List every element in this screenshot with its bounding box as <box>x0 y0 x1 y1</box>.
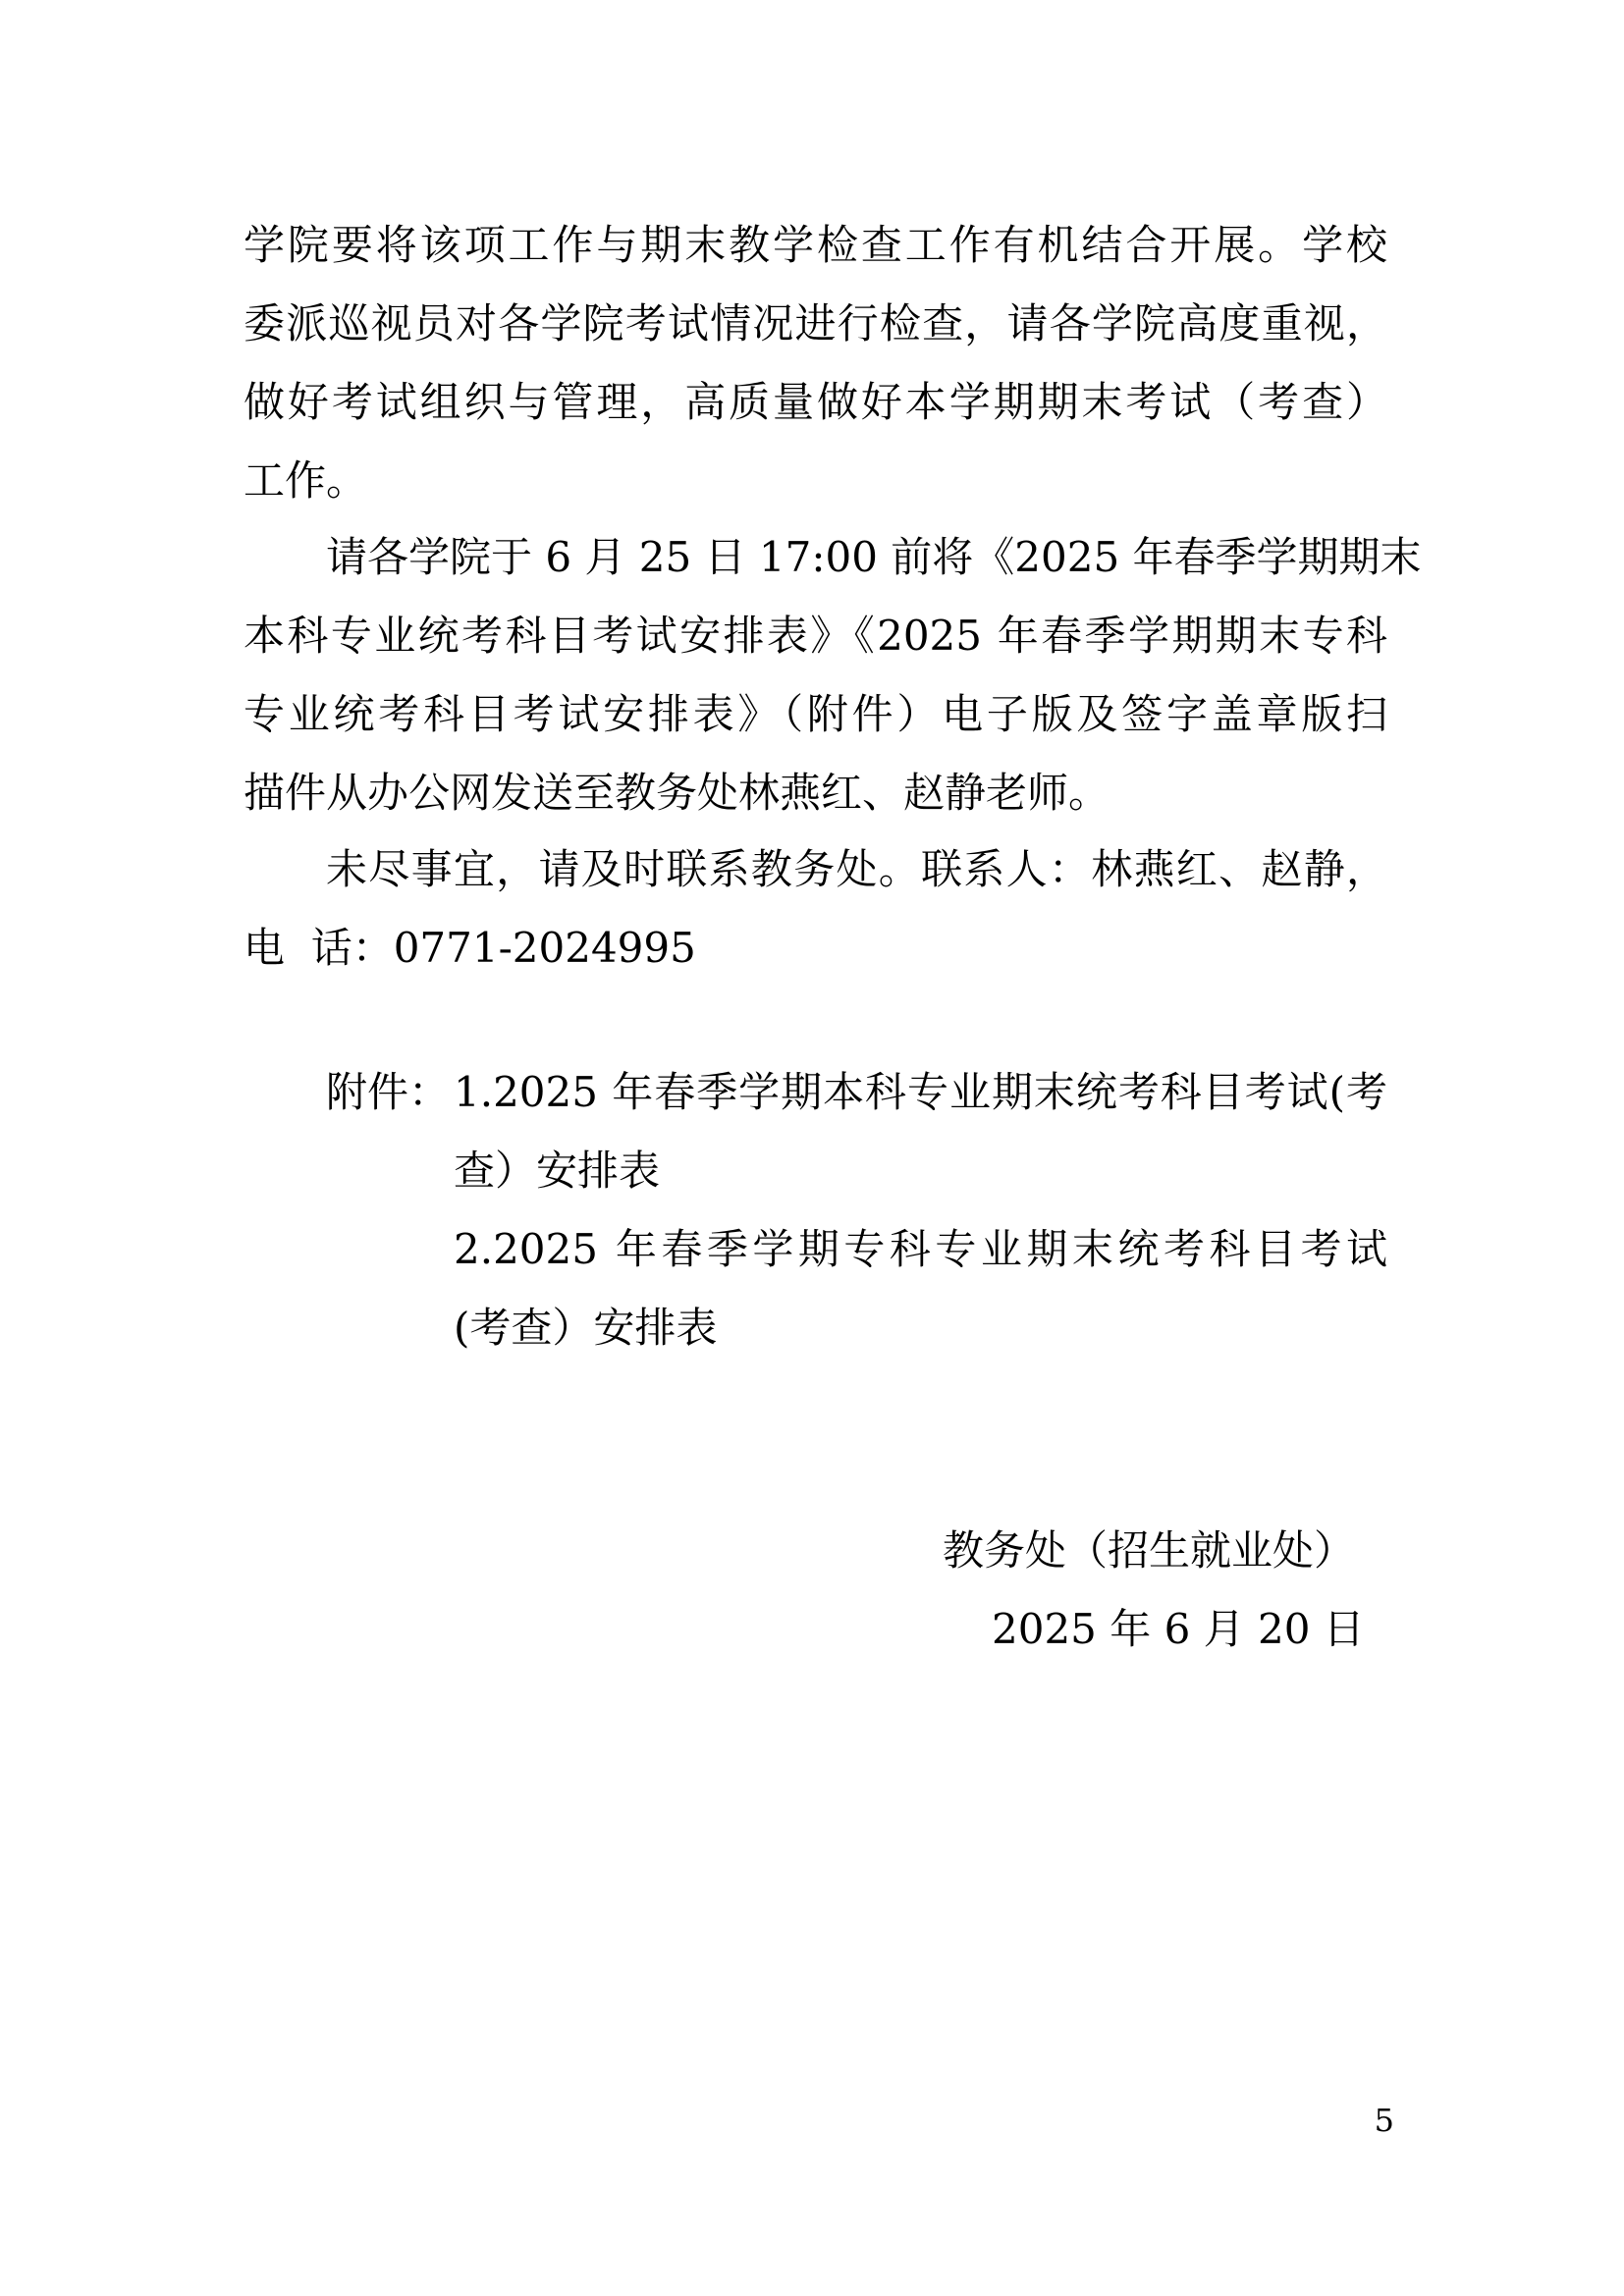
text-line: 专业统考科目考试安排表》（附件）电子版及签字盖章版扫 <box>244 690 1387 738</box>
text-line: 本科专业统考科目考试安排表》《2025 年春季学期期末专科 <box>244 612 1387 660</box>
text-line: 做好考试组织与管理，高质量做好本学期期末考试（考查） <box>244 378 1387 426</box>
text-line: 学院要将该项工作与期末教学检查工作有机结合开展。学校 <box>244 221 1387 269</box>
text-line: 工作。 <box>244 456 368 505</box>
text-line: 描件从办公网发送至教务处林燕红、赵静老师。 <box>244 769 1110 817</box>
attachment-2-title: 2.2025 年春季学期专科专业期末统考科目考试 <box>454 1225 1387 1273</box>
attachment-1-title-cont: 查）安排表 <box>454 1147 661 1195</box>
issuing-office: 教务处（招生就业处） <box>943 1526 1356 1575</box>
text-line: 未尽事宜，请及时联系教务处。联系人：林燕红、赵静， <box>326 845 1387 893</box>
issue-date: 2025 年 6 月 20 日 <box>992 1605 1365 1653</box>
attachment-1-title: 1.2025 年春季学期本科专业期末统考科目考试(考 <box>454 1068 1387 1116</box>
contact-phone: 电 话：0771-2024995 <box>244 924 696 972</box>
text-line: 委派巡视员对各学院考试情况进行检查，请各学院高度重视， <box>244 299 1387 347</box>
attachments-label: 附件： <box>326 1068 451 1116</box>
page-number: 5 <box>1374 2102 1394 2139</box>
attachment-2-title-cont: (考查）安排表 <box>454 1304 718 1352</box>
text-line: 请各学院于 6 月 25 日 17:00 前将《2025 年春季学期期末 <box>326 533 1422 581</box>
